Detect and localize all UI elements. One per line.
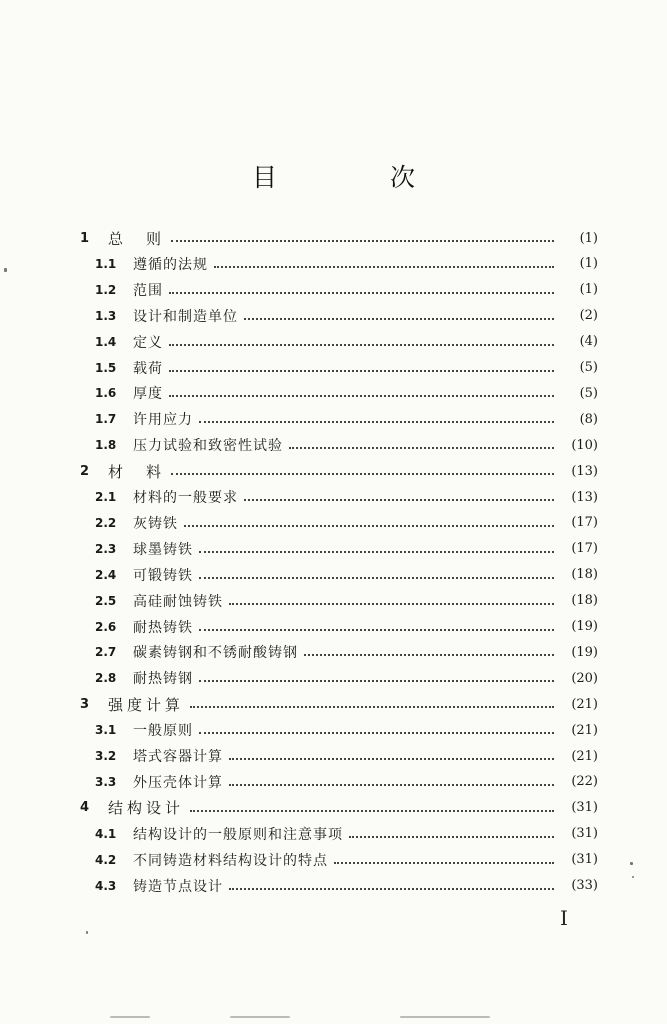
toc-section-entry xyxy=(95,616,598,638)
entry-title: 碳素铸钢和不锈耐酸铸钢 xyxy=(133,645,298,662)
toc-section-entry xyxy=(95,590,598,612)
scan-speck xyxy=(630,862,633,865)
entry-page-number: (4) xyxy=(579,334,598,350)
entry-title: 材 料 xyxy=(108,462,166,481)
entry-number: 3.3 xyxy=(95,774,117,789)
entry-title: 许用应力 xyxy=(133,412,193,429)
entry-title: 球墨铸铁 xyxy=(133,541,193,558)
entry-title: 范围 xyxy=(133,282,163,299)
entry-title: 定义 xyxy=(133,334,163,351)
entry-number: 2.5 xyxy=(95,593,117,608)
dot-leader xyxy=(199,627,554,631)
scan-speck xyxy=(632,876,634,878)
toc-chapter-entry xyxy=(80,227,598,249)
dot-leader xyxy=(169,342,554,346)
toc-section-entry xyxy=(95,771,598,793)
entry-page-number: (20) xyxy=(571,670,598,686)
dot-leader xyxy=(199,575,554,579)
entry-title: 高硅耐蚀铸铁 xyxy=(133,593,223,610)
dot-leader xyxy=(244,316,554,320)
toc-section-entry xyxy=(95,745,598,767)
entry-page-number: (31) xyxy=(571,852,598,868)
entry-page-number: (10) xyxy=(571,437,598,453)
entry-number: 4.1 xyxy=(95,826,117,841)
dot-leader xyxy=(229,886,554,890)
dot-leader xyxy=(229,601,554,605)
entry-page-number: (5) xyxy=(579,385,598,401)
scan-speck xyxy=(110,1016,150,1018)
toc-section-entry xyxy=(95,849,598,871)
dot-leader xyxy=(199,730,554,734)
dot-leader xyxy=(334,860,554,864)
entry-number: 1.4 xyxy=(95,334,117,349)
dot-leader xyxy=(199,549,554,553)
entry-number: 4.2 xyxy=(95,852,117,867)
entry-number: 2.3 xyxy=(95,541,117,556)
entry-title: 灰铸铁 xyxy=(133,515,178,532)
toc-section-entry xyxy=(95,641,598,663)
entry-number: 1.1 xyxy=(95,256,117,271)
entry-page-number: (19) xyxy=(571,619,598,634)
entry-page-number: (17) xyxy=(571,515,598,531)
dot-leader xyxy=(190,704,554,708)
entry-page-number: (2) xyxy=(579,308,598,324)
entry-number: 2.6 xyxy=(95,619,117,634)
dot-leader xyxy=(199,678,554,682)
entry-title: 总 则 xyxy=(108,229,166,248)
toc-section-entry xyxy=(95,667,598,689)
entry-page-number: (21) xyxy=(571,748,598,764)
entry-page-number: (17) xyxy=(571,541,598,557)
entry-page-number: (1) xyxy=(579,282,598,298)
entry-title: 塔式容器计算 xyxy=(133,749,223,765)
toc-section-entry xyxy=(95,382,598,404)
dot-leader xyxy=(169,290,554,294)
toc-section-entry xyxy=(95,408,598,430)
entry-number: 1.3 xyxy=(95,308,117,323)
toc-section-entry xyxy=(95,875,598,897)
entry-title: 设计和制造单位 xyxy=(133,308,238,325)
dot-leader xyxy=(171,238,554,242)
entry-page-number: (33) xyxy=(571,878,598,893)
dot-leader xyxy=(244,497,554,501)
toc-section-entry xyxy=(95,486,598,508)
entry-title: 结构设计的一般原则和注意事项 xyxy=(133,826,343,843)
toc-section-entry xyxy=(95,823,598,845)
entry-number: 1.2 xyxy=(95,282,117,297)
entry-page-number: (21) xyxy=(571,722,598,738)
entry-page-number: (13) xyxy=(571,463,598,479)
dot-leader xyxy=(229,756,554,760)
dot-leader xyxy=(229,782,554,786)
dot-leader xyxy=(184,523,554,527)
entry-number: 4.3 xyxy=(95,878,117,893)
dot-leader xyxy=(199,419,554,423)
entry-number: 1 xyxy=(80,230,90,246)
scan-speck xyxy=(86,931,88,934)
page-folio: I xyxy=(560,906,568,930)
entry-title: 载荷 xyxy=(133,360,163,377)
entry-title: 强度计算 xyxy=(108,695,185,714)
toc-section-entry xyxy=(95,279,598,301)
dot-leader xyxy=(214,264,554,268)
entry-title: 一般原则 xyxy=(133,723,193,740)
entry-page-number: (31) xyxy=(571,800,598,816)
entry-page-number: (1) xyxy=(579,230,598,246)
entry-number: 2 xyxy=(80,463,90,479)
entry-title: 厚度 xyxy=(133,386,163,403)
entry-title: 不同铸造材料结构设计的特点 xyxy=(133,852,328,869)
entry-number: 2.1 xyxy=(95,490,117,504)
entry-page-number: (18) xyxy=(571,567,598,583)
entry-number: 4 xyxy=(80,800,90,816)
entry-title: 耐热铸钢 xyxy=(133,671,193,688)
dot-leader xyxy=(289,445,554,449)
entry-title: 铸造节点设计 xyxy=(133,878,223,895)
entry-title: 结构设计 xyxy=(108,799,185,818)
scan-speck xyxy=(4,268,7,272)
entry-title: 耐热铸铁 xyxy=(133,619,193,636)
entry-page-number: (19) xyxy=(571,644,598,660)
toc-chapter-entry xyxy=(80,460,598,482)
scan-speck xyxy=(400,1016,490,1018)
entry-number: 1.5 xyxy=(95,360,117,375)
toc-section-entry xyxy=(95,538,598,560)
entry-number: 1.6 xyxy=(95,386,117,401)
entry-page-number: (13) xyxy=(571,489,598,505)
entry-page-number: (21) xyxy=(571,696,598,712)
entry-title: 材料的一般要求 xyxy=(133,490,238,506)
dot-leader xyxy=(349,834,554,838)
scan-speck xyxy=(230,1016,290,1018)
toc-section-entry xyxy=(95,331,598,353)
entry-number: 2.2 xyxy=(95,515,117,530)
entry-number: 2.7 xyxy=(95,645,117,660)
entry-title: 遵循的法规 xyxy=(133,256,208,273)
entry-title: 可锻铸铁 xyxy=(133,567,193,584)
toc-section-entry xyxy=(95,305,598,327)
toc-chapter-entry xyxy=(80,797,598,819)
entry-page-number: (5) xyxy=(579,360,598,375)
toc-section-entry xyxy=(95,564,598,586)
toc-section-entry xyxy=(95,512,598,534)
entry-title: 压力试验和致密性试验 xyxy=(133,438,283,455)
dot-leader xyxy=(304,652,554,656)
toc-section-entry xyxy=(95,719,598,741)
entry-number: 3.1 xyxy=(95,723,117,738)
dot-leader xyxy=(169,393,554,397)
entry-page-number: (22) xyxy=(571,774,598,790)
entry-number: 3.2 xyxy=(95,749,117,763)
page-title: 目 次 xyxy=(251,163,459,192)
entry-number: 2.8 xyxy=(95,671,117,686)
entry-number: 3 xyxy=(80,696,90,712)
entry-page-number: (8) xyxy=(579,411,598,427)
entry-page-number: (1) xyxy=(579,256,598,272)
toc-section-entry xyxy=(95,434,598,456)
entry-title: 外压壳体计算 xyxy=(133,774,223,791)
entry-page-number: (31) xyxy=(571,826,598,842)
entry-number: 1.7 xyxy=(95,412,117,427)
toc-chapter-entry xyxy=(80,693,598,715)
entry-number: 2.4 xyxy=(95,567,117,582)
entry-page-number: (18) xyxy=(571,593,598,609)
entry-number: 1.8 xyxy=(95,438,117,453)
toc-section-entry xyxy=(95,253,598,275)
dot-leader xyxy=(190,808,554,812)
toc-section-entry xyxy=(95,357,598,379)
dot-leader xyxy=(169,368,554,372)
dot-leader xyxy=(171,471,554,475)
